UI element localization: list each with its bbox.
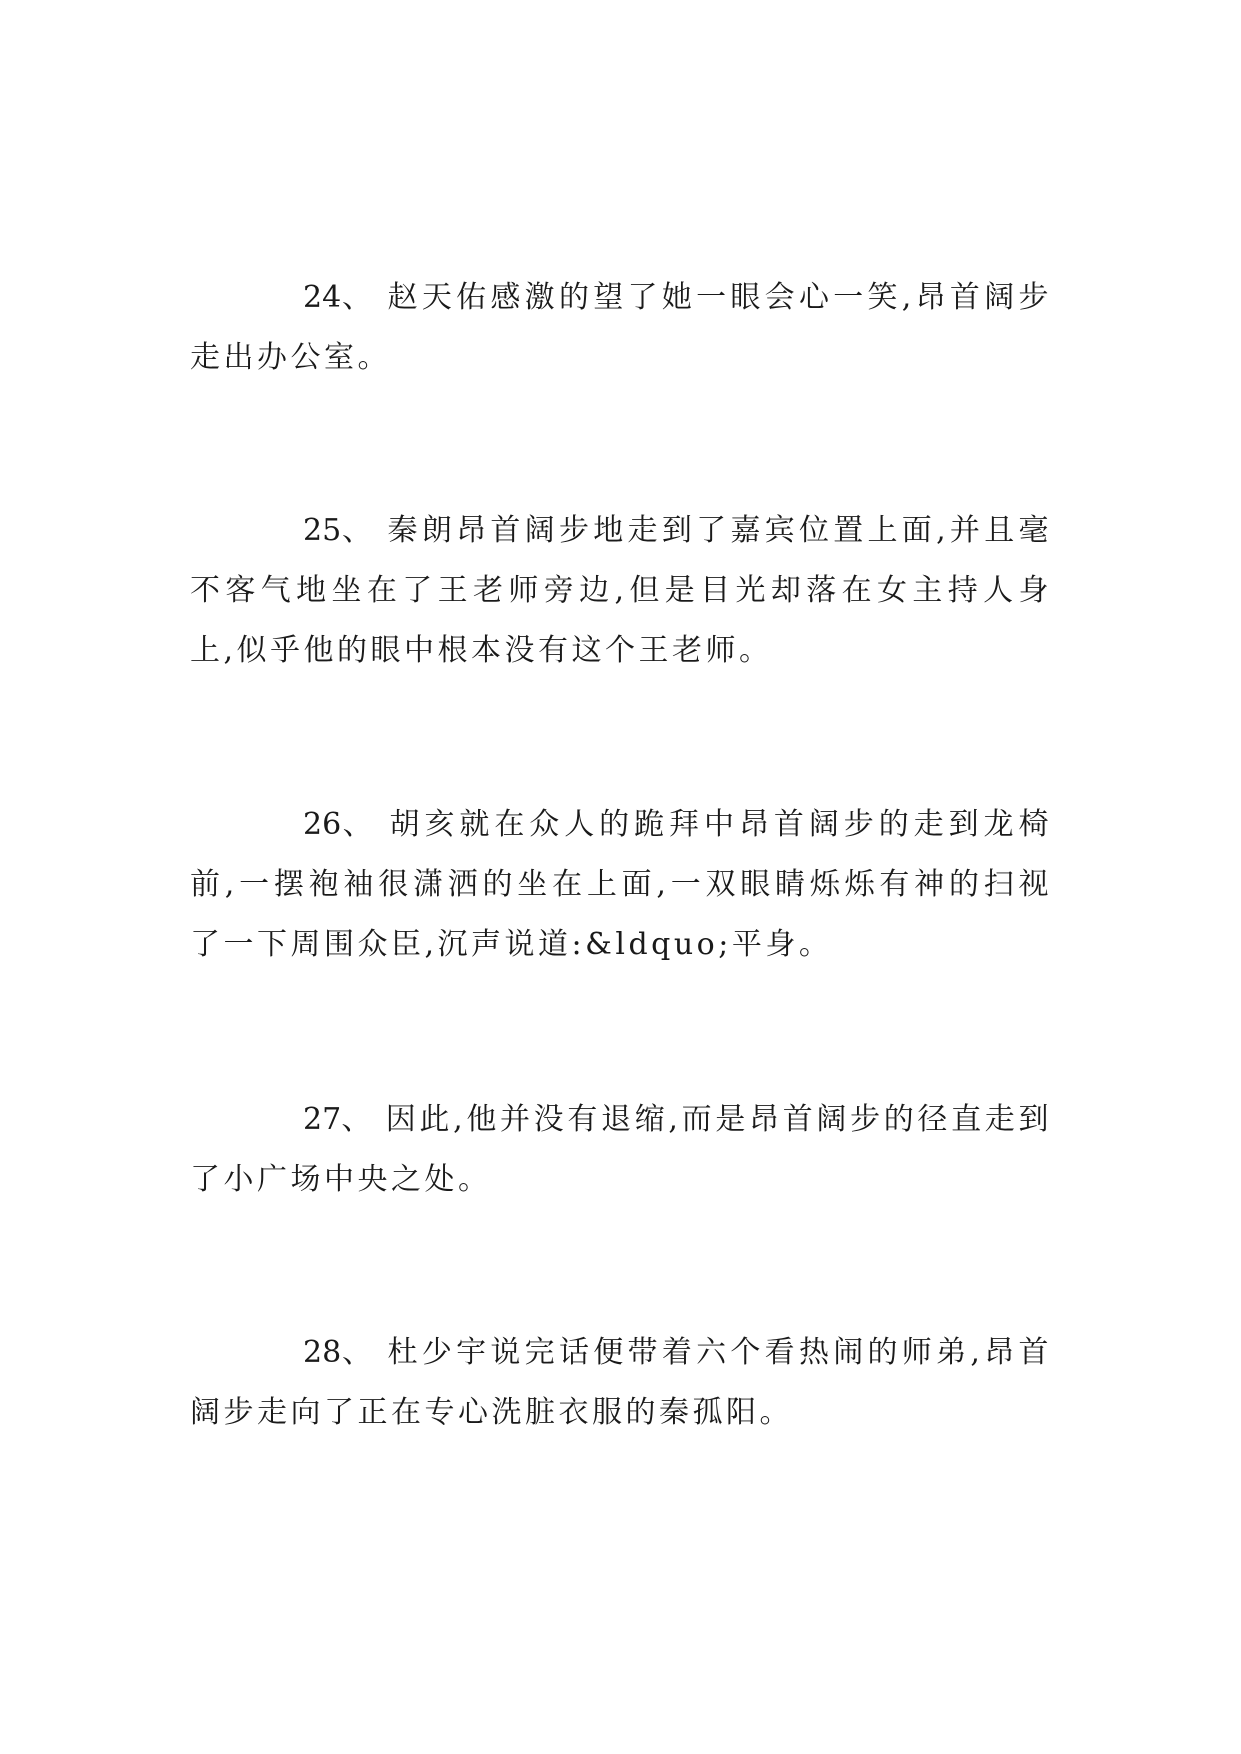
paragraph-text: 秦朗昂首阔步地走到了嘉宾位置上面,并且毫不客气地坐在了王老师旁边,但是目光却落在女主持人身上,似乎他的眼中根本没有这个王老师。 [190,513,1052,668]
numbered-paragraph [190,501,1052,681]
numbered-paragraph [190,795,1052,975]
paragraph-number: 27、 [303,1102,372,1137]
numbered-paragraph [190,268,1052,388]
numbered-paragraph [190,1090,1052,1210]
paragraph-number: 24、 [303,280,373,315]
numbered-paragraph [190,1323,1052,1443]
paragraph-text: 赵天佑感激的望了她一眼会心一笑,昂首阔步走出办公室。 [190,280,1052,375]
paragraph-text: 因此,他并没有退缩,而是昂首阔步的径直走到了小广场中央之处。 [190,1102,1052,1197]
paragraph-text: 胡亥就在众人的跪拜中昂首阔步的走到龙椅前,一摆袍袖很潇洒的坐在上面,一双眼睛烁烁有神的扫视了一下周围众臣,沉声说道:&ldquo;平身。 [190,807,1052,962]
paragraph-number: 28、 [303,1335,373,1370]
paragraph-number: 26、 [303,807,375,842]
paragraph-text: 杜少宇说完话便带着六个看热闹的师弟,昂首阔步走向了正在专心洗脏衣服的秦孤阳。 [190,1335,1052,1430]
paragraph-number: 25、 [303,513,373,548]
